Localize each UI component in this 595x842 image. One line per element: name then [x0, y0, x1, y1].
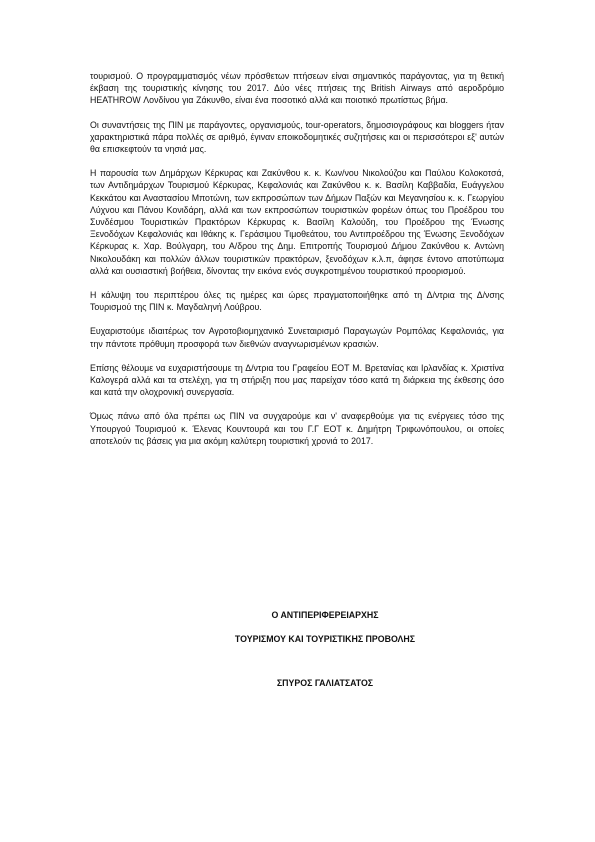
document-body [90, 70, 504, 459]
paragraph-thanks-eot-office: Επίσης θέλουμε να ευχαριστήσουμε τη Δ/ντρια του Γραφείου ΕΟΤ Μ. Βρετανίας και Ιρλανδίας κ. Χριστίνα Καλογερά αλλά και τα στελέχη, για τη στήριξη που μας παρείχαν τόσο κατά τη διάρκεια της έκθεσης όσο και κατά την ολοχρονική συνεργασία. [90, 362, 504, 398]
paragraph-pavilion-coverage: Η κάλυψη του περιπτέρου όλες τις ημέρες και ώρες πραγματοποιήθηκε από τη Δ/ντρια της Δ/νσης Τουρισμού της ΠΙΝ κ. Μαγδαληνή Λούβρου. [90, 290, 504, 313]
paragraph-meetings: Οι συναντήσεις της ΠΙΝ με παράγοντες, οργανισμούς, tour-operators, δημοσιογράφους και bloggers ήταν χαρακτηριστικά πάρα πολλές σε αριθμό, έγιναν εποικοδομητικές συζητήσεις και οι περισσότεροι εξ' αυτών θα επισκεφτούν τα νησιά μας. [90, 119, 504, 155]
signature-title-line1: Ο ΑΝΤΙΠΕΡΙΦΕΡΕΙΑΡΧΗΣ [271, 610, 379, 620]
signature-name: ΣΠΥΡΟΣ ΓΑΛΙΑΤΣΑΤΟΣ [276, 678, 374, 688]
paragraph-attendees: Η παρουσία των Δημάρχων Κέρκυρας και Ζακύνθου κ. κ. Κων/νου Νικολούζου και Παύλου Κολοκοτσά, των Αντιδημάρχων Τουρισμού Κέρκυρας, Κεφαλονιάς και Ζακύνθου κ. κ. Βασίλη Καββαδία, Ευάγγελου Κεκκάτου και Αναστασίου Μποτώνη, των εκπροσώπων των Δήμων Παξών και Μεγανησίου κ. κ. Γεωργίου Λύχνου και Πάνου Κονιδάρη, αλλά και των εκπροσώπων τουριστικών φορέων όπως του Προέδρου του Συνδέσμου Τουριστικών Πρακτόρων Κέρκυρας κ. Βασίλη Καλούδη, του Προέδρου της Ένωσης Ξενοδόχων Κεφαλονιάς και Ιθάκης κ. Γεράσιμου Τιμοθεάτου, του Αντιπροέδρου της Ένωσης Ξενοδόχων Κέρκυρας κ. Χαρ. Βούλγαρη, του Α/δρου της Δημ. Επιτροπής Τουρισμού Δήμου Ζακύνθου κ. Αντώνη Νικολουδάκη και πολλών άλλων τουριστικών πρακτόρων, ξενοδόχων κ.λ.π, άφησε έντονο αποτύπωμα αλλά και ουσιαστική βοήθεια, δίνοντας την εικόνα ενός συγκροτημένου τουριστικού προορισμού. [90, 168, 504, 276]
paragraph-ministry-congrats: Όμως πάνω από όλα πρέπει ως ΠΙΝ να συγχαρούμε και ν' αναφερθούμε για τις ενέργειες τόσο της Υπουργού Τουρισμού κ. Έλενας Κουντουρά και του Γ.Γ ΕΟΤ κ. Δημήτρη Τριφωνόπουλου, οι οποίες αποτελούν τις βάσεις για μια ακόμη καλύτερη τουριστική χρονιά το 2017. [90, 411, 504, 446]
paragraph-flights: τουρισμού. Ο προγραμματισμός νέων πρόσθετων πτήσεων είναι σημαντικός παράγοντας, για τη θετική έκβαση της τουριστικής κίνησης του 2017. Δύο νέες πτήσεις της British Airways από αεροδρόμιο HEATHROW Λονδίνου για Ζάκυνθο, είναι ένα ποσοτικό αλλά και ποιοτικό πρωτίστως βήμα. [90, 71, 504, 106]
paragraph-thanks-cooperative: Ευχαριστούμε ιδιαιτέρως τον Αγροτοβιομηχανικό Συνεταιρισμό Παραγωγών Ρομπόλας Κεφαλονιάς, για την πάντοτε πρόθυμη προσφορά των διεθνών αναγνωρισμένων κρασιών. [90, 326, 504, 349]
signature-title-line2: ΤΟΥΡΙΣΜΟΥ ΚΑΙ ΤΟΥΡΙΣΤΙΚΗΣ ΠΡΟΒΟΛΗΣ [234, 634, 416, 644]
